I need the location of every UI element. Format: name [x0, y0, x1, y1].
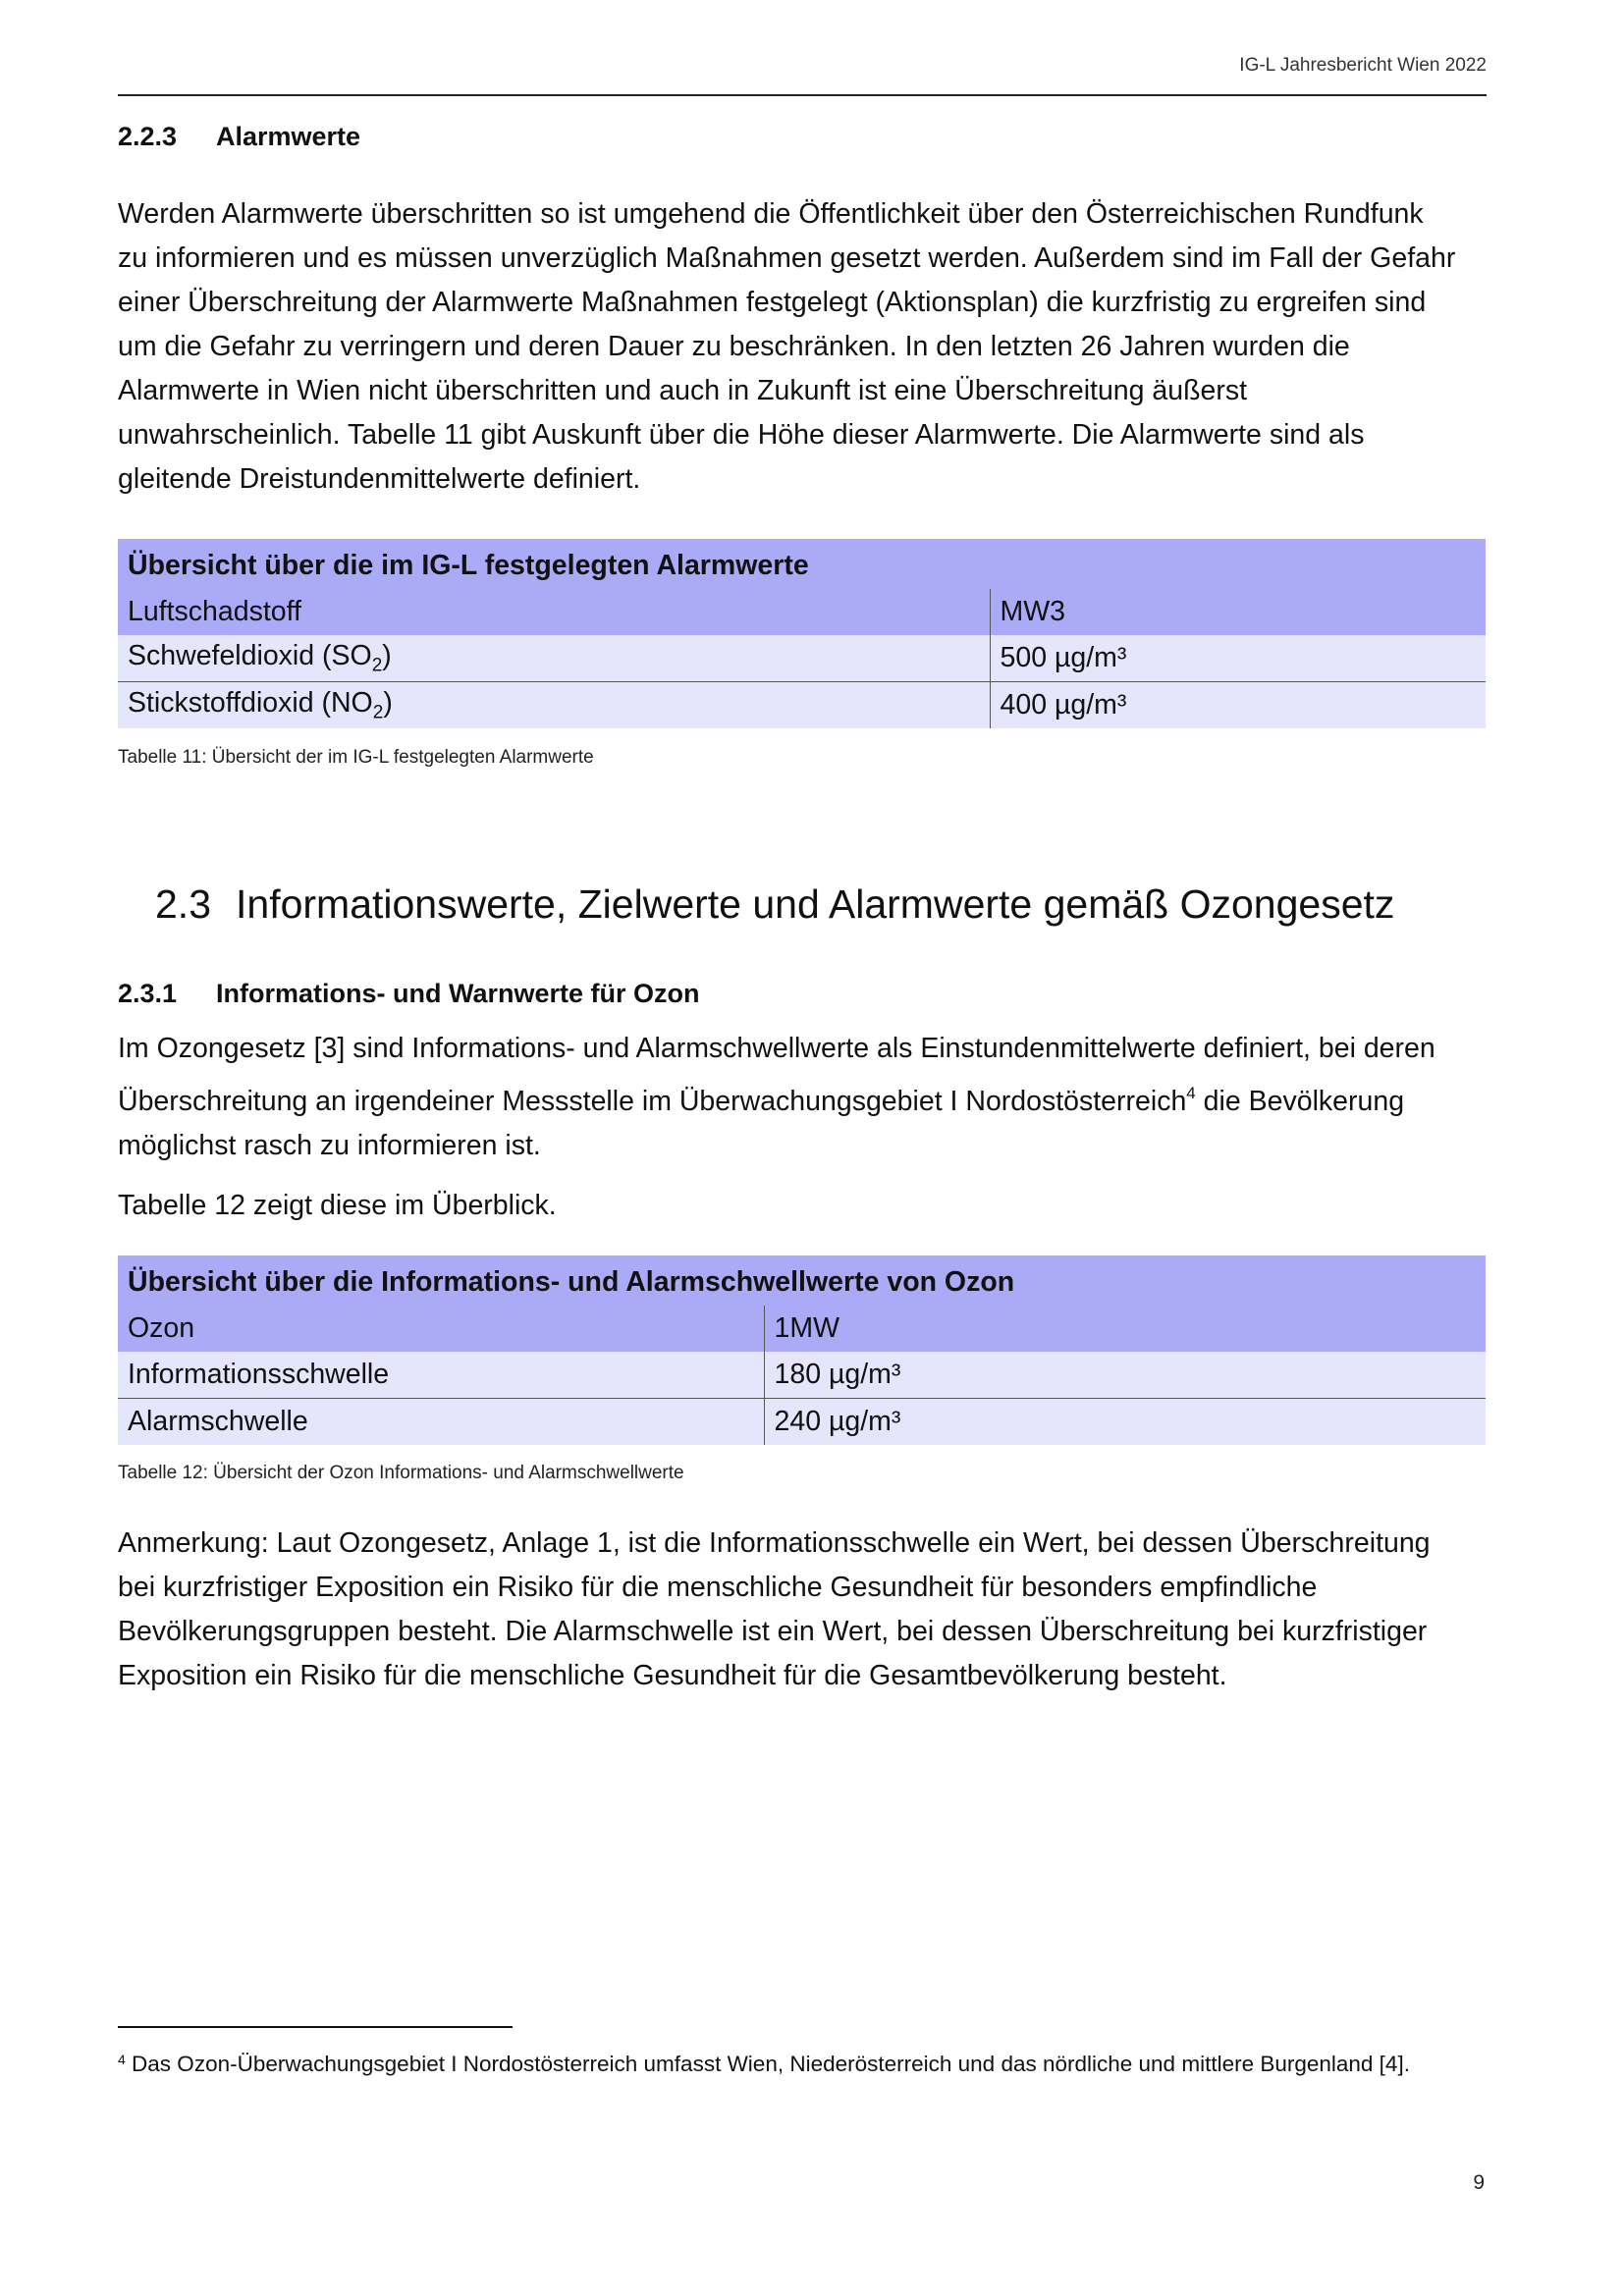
section-number: 2.2.3 — [118, 122, 178, 151]
pollutant-suffix: ) — [383, 686, 393, 719]
table-title: Übersicht über die im IG-L festgelegten Alarmwerte — [118, 539, 1486, 589]
paragraph-line: Im Ozongesetz [3] sind Informations- und Alarmschwellwerte als Einstundenmittelwerte definiert, bei deren — [118, 1033, 1435, 1064]
threshold-name-cell: Alarmschwelle — [118, 1399, 764, 1446]
paragraph-line: zu informieren und es müssen unverzüglich Maßnahmen gesetzt werden. Außerdem sind im Fall der Gefahr — [118, 242, 1456, 274]
footnote — [118, 2052, 1410, 2077]
table-ozone-thresholds — [118, 1255, 1486, 1445]
paragraph-line: einer Überschreitung der Alarmwerte Maßnahmen festgelegt (Aktionsplan) die kurzfristig zu ergreifen sind — [118, 287, 1427, 318]
column-header: MW3 — [990, 589, 1486, 635]
pollutant-name: Schwefeldioxid (SO — [128, 639, 372, 671]
header-rule — [118, 94, 1487, 96]
paragraph-line: Exposition ein Risiko für die menschliche Gesundheit für die Gesamtbevölkerung besteht. — [118, 1660, 1227, 1691]
pollutant-cell — [118, 635, 990, 682]
section-number: 2.3 — [155, 881, 211, 927]
paragraph-line: Bevölkerungsgruppen besteht. Die Alarmschwelle ist ein Wert, bei dessen Überschreitung bei kurzfristiger — [118, 1616, 1428, 1647]
footnote-marker: 4 — [118, 2052, 126, 2067]
column-header: 1MW — [764, 1306, 1486, 1352]
table-row — [118, 1352, 1486, 1399]
line-text: Überschreitung an irgendeiner Messstelle im Überwachungsgebiet I Nordostösterreich — [118, 1086, 1187, 1117]
remark-paragraph — [118, 1522, 1492, 1698]
paragraph-line: Anmerkung: Laut Ozongesetz, Anlage 1, ist die Informationsschwelle ein Wert, bei dessen Überschreitung — [118, 1527, 1431, 1559]
section-heading-2-3-1 — [118, 979, 700, 1009]
ozone-paragraph — [118, 1027, 1492, 1168]
value-cell: 180 µg/m³ — [764, 1352, 1486, 1399]
table-caption: Tabelle 12: Übersicht der Ozon Informations- und Alarmschwellwerte — [118, 1463, 684, 1483]
column-header: Ozon — [118, 1306, 764, 1352]
table-title-row — [118, 539, 1486, 589]
subscript: 2 — [371, 655, 383, 676]
subscript: 2 — [372, 702, 384, 723]
section-title: Informations- und Warnwerte für Ozon — [216, 979, 700, 1008]
page-number: 9 — [1473, 2171, 1485, 2194]
table-row — [118, 635, 1486, 682]
table-caption: Tabelle 11: Übersicht der im IG-L festgelegten Alarmwerte — [118, 747, 594, 768]
table-title-row — [118, 1255, 1486, 1306]
paragraph-line: bei kurzfristiger Exposition ein Risiko für die menschliche Gesundheit für besonders empfindliche — [118, 1572, 1318, 1603]
footnote-reference[interactable]: 4 — [1186, 1084, 1196, 1102]
pollutant-name: Stickstoffdioxid (NO — [128, 686, 373, 719]
section-heading-2-3 — [155, 881, 1394, 928]
table-row — [118, 1399, 1486, 1446]
pollutant-suffix: ) — [382, 639, 392, 671]
footnote-text: Das Ozon-Überwachungsgebiet I Nordostösterreich umfasst Wien, Niederösterreich und das nördliche und mittlere Burgenland [4]. — [125, 2052, 1410, 2076]
paragraph-line: um die Gefahr zu verringern und deren Dauer zu beschränken. In den letzten 26 Jahren wurden die — [118, 331, 1350, 362]
section-heading-2-2-3 — [118, 122, 360, 152]
paragraph-line: Alarmwerte in Wien nicht überschritten und auch in Zukunft ist eine Überschreitung äußerst — [118, 375, 1248, 406]
table-header-row — [118, 1306, 1486, 1352]
threshold-name-cell: Informationsschwelle — [118, 1352, 764, 1399]
paragraph-line: Tabelle 12 zeigt diese im Überblick. — [118, 1190, 557, 1221]
table-row — [118, 682, 1486, 729]
footnote-rule — [118, 2026, 513, 2028]
column-header: Luftschadstoff — [118, 589, 990, 635]
alarmwerte-paragraph — [118, 192, 1492, 502]
paragraph-line — [118, 1071, 1492, 1124]
section-title: Alarmwerte — [216, 122, 361, 151]
paragraph-line: unwahrscheinlich. Tabelle 11 gibt Auskunft über die Höhe dieser Alarmwerte. Die Alarmwerte sind als — [118, 419, 1365, 451]
table-intro-paragraph — [118, 1184, 1492, 1228]
paragraph-line: Werden Alarmwerte überschritten so ist umgehend die Öffentlichkeit über den Österreichischen Rundfunk — [118, 198, 1424, 230]
running-header: IG-L Jahresbericht Wien 2022 — [1239, 55, 1487, 76]
pollutant-cell — [118, 682, 990, 729]
value-cell: 240 µg/m³ — [764, 1399, 1486, 1446]
value-cell: 400 µg/m³ — [990, 682, 1486, 729]
paragraph-line: gleitende Dreistundenmittelwerte definiert. — [118, 463, 641, 495]
section-number: 2.3.1 — [118, 979, 178, 1008]
value-cell: 500 µg/m³ — [990, 635, 1486, 682]
line-text: die Bevölkerung — [1195, 1086, 1405, 1117]
table-title: Übersicht über die Informations- und Alarmschwellwerte von Ozon — [118, 1255, 1486, 1306]
section-title: Informationswerte, Zielwerte und Alarmwerte gemäß Ozongesetz — [236, 881, 1395, 927]
paragraph-line: möglichst rasch zu informieren ist. — [118, 1130, 541, 1161]
table-alarmwerte — [118, 539, 1486, 728]
table-header-row — [118, 589, 1486, 635]
